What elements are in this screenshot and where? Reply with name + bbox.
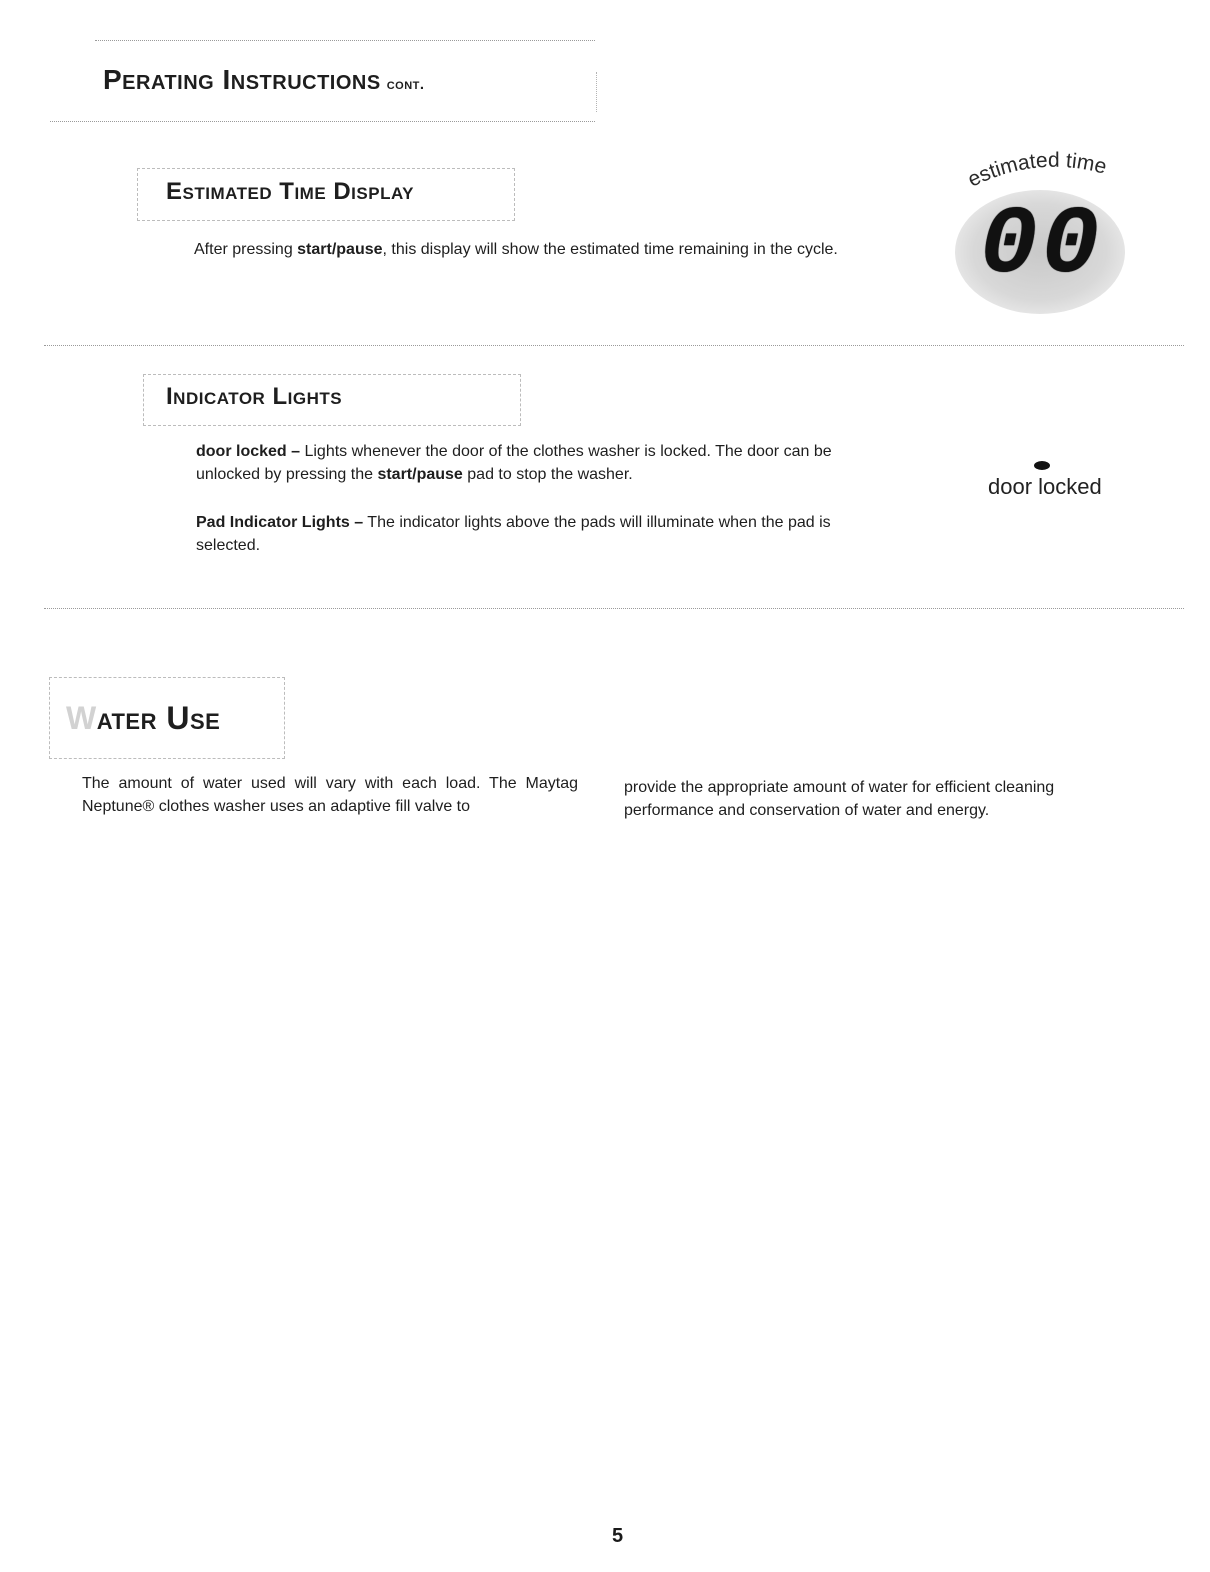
header-right-rule bbox=[596, 72, 597, 112]
pad-indicator-term: Pad Indicator Lights – bbox=[196, 514, 364, 531]
header-bottom-rule bbox=[50, 121, 595, 122]
door-locked-text1: Lights whenever the door of the clothes washer is locked. The door can be unlocked by pressing the bbox=[196, 443, 832, 483]
door-locked-indicator-icon bbox=[1034, 461, 1050, 470]
page-number: 5 bbox=[612, 1525, 624, 1547]
section-divider bbox=[44, 608, 1184, 609]
pad-indicator-text: The indicator lights above the pads will illuminate when the pad is selected. bbox=[196, 514, 831, 554]
water-use-heading bbox=[66, 700, 220, 737]
water-use-heading-initial: W bbox=[66, 700, 97, 736]
estimated-time-digits: 00 bbox=[980, 191, 1104, 300]
indicator-lights-heading: Indicator Lights bbox=[166, 383, 343, 410]
section-divider bbox=[44, 345, 1184, 346]
page-title-text: Perating Instructions bbox=[103, 64, 381, 95]
door-locked-label: door locked bbox=[988, 474, 1102, 499]
header-top-rule bbox=[95, 40, 595, 41]
door-locked-text2: pad to stop the washer. bbox=[462, 466, 633, 483]
door-locked-term: door locked – bbox=[196, 443, 301, 460]
estimated-time-heading: Estimated Time Display bbox=[166, 178, 415, 205]
svg-text:estimated time bbox=[964, 150, 1109, 192]
water-use-heading-rest: ater Use bbox=[96, 700, 221, 736]
estimated-time-paragraph bbox=[194, 238, 954, 261]
pad-indicator-paragraph bbox=[196, 511, 896, 557]
page-title-cont: cont. bbox=[386, 76, 425, 93]
estimated-time-text-before: After pressing bbox=[194, 241, 298, 258]
door-locked-bold: start/pause bbox=[377, 466, 463, 483]
estimated-time-label: estimated time bbox=[964, 150, 1110, 192]
page-title bbox=[103, 64, 425, 96]
estimated-time-text-after: , this display will show the estimated time remaining in the cycle. bbox=[382, 241, 838, 258]
door-locked-paragraph bbox=[196, 440, 896, 486]
water-use-column-1: The amount of water used will vary with each load. The Maytag Neptune® clothes washer uses an adaptive fill valve to bbox=[82, 775, 578, 815]
estimated-time-text-bold: start/pause bbox=[297, 241, 383, 258]
water-use-column-2: provide the appropriate amount of water for efficient cleaning performance and conservation of water and energy. bbox=[624, 779, 1055, 819]
estimated-time-label-graphic bbox=[960, 150, 1130, 195]
